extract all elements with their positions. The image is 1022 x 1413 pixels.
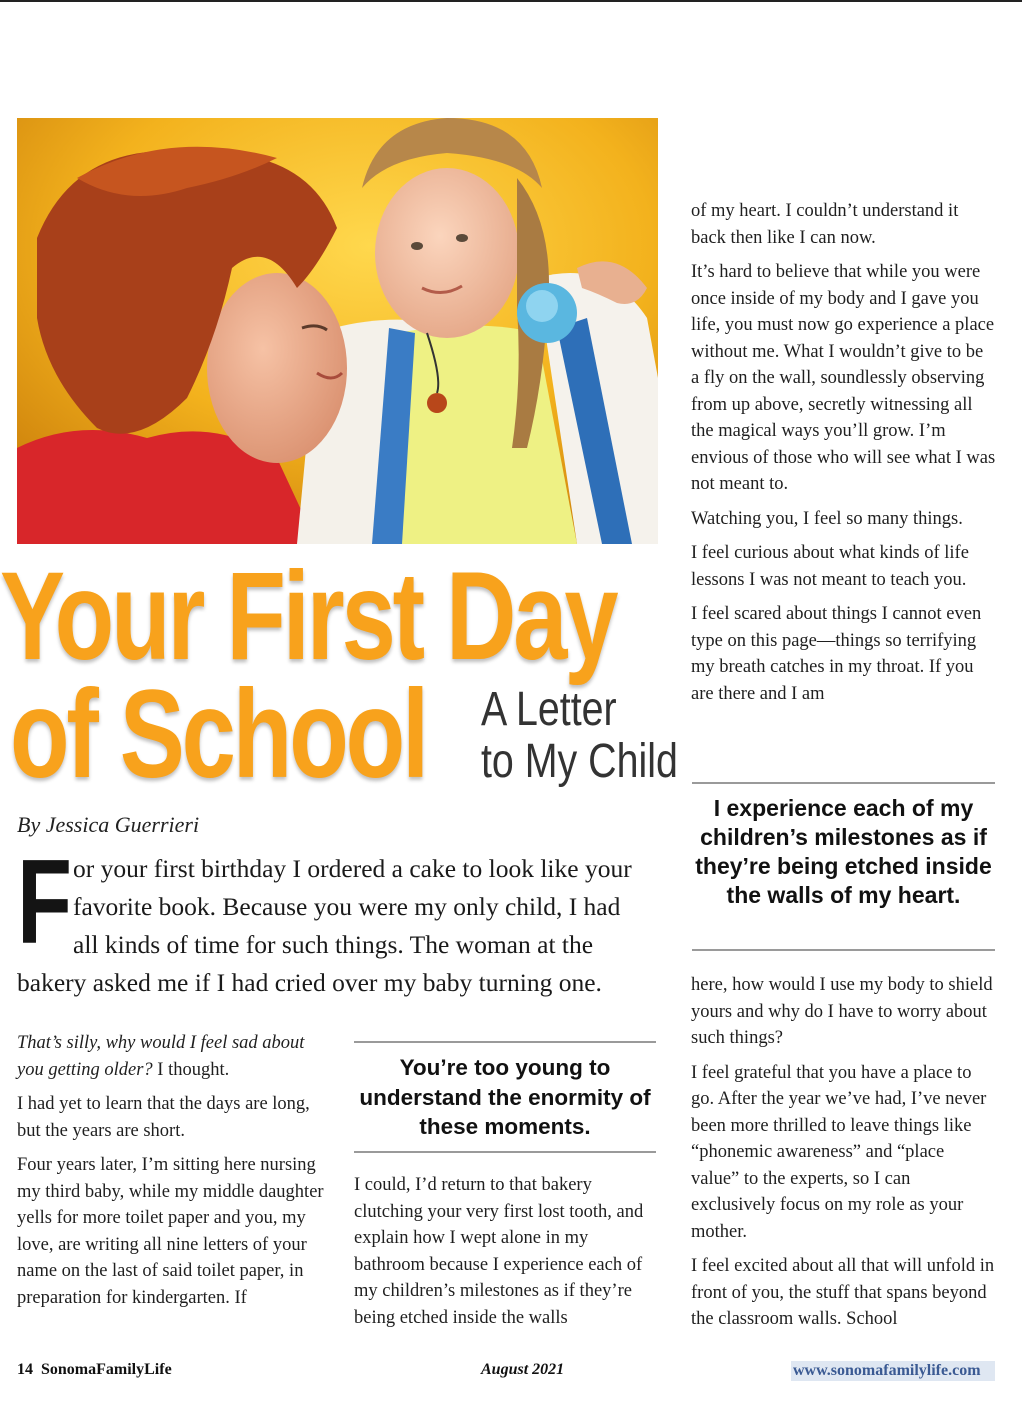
byline: By Jessica Guerrieri [17,812,200,837]
publication-name: SonomaFamilyLife [41,1361,172,1378]
lead-line: or your first birthday I ordered a cake to look like your [73,854,632,883]
lead-line: favorite book. Because you were my only child, I had [73,892,621,921]
paragraph: I feel excited about all that will unfold in front of you, the stuff that spans beyond the classroom walls. School [691,1256,995,1329]
lead-line: bakery asked me if I had cried over my baby turning one. [17,968,602,997]
paragraph [17,1030,327,1083]
paragraph-text: I thought. [152,1059,230,1080]
paragraph: I feel grateful that you have a place to go. After the year we’ve had, I’ve never been more thrilled to leave things like “phonemic awareness” and “place value” to the experts, so I can exclusively focus on my role as your mother. [691,1062,987,1242]
paragraph: of my heart. I couldn’t understand it back then like I can now. [691,201,959,248]
subtitle-line-1: A Letter [481,683,617,736]
column-1 [17,1030,327,1319]
subtitle [481,684,678,788]
article-photo [17,118,658,544]
paragraph: Watching you, I feel so many things. [691,508,963,529]
pull-quote-1: You’re too young to understand the enormity of these moments. [354,1041,656,1153]
subtitle-line-2: to My Child [481,735,678,788]
column-3-top [691,198,996,715]
column-2 [354,1172,659,1339]
headline-line-2: of School [10,665,427,804]
paragraph: Four years later, I’m sitting here nursing my third baby, while my middle daughter yells for more toilet paper and you, my love, are writing all nine letters of your name on the last of said toilet paper, in preparation for kindergarten. If [17,1155,324,1308]
paragraph: here, how would I use my body to shield yours and why do I have to worry about such things? [691,975,993,1048]
pull-quote-2: I experience each of my children’s milestones as if they’re being etched inside the walls of my heart. [692,782,995,951]
paragraph: I could, I’d return to that bakery clutching your very first lost tooth, and explain how I wept alone in my bathroom because I experience each of my children’s milestones as if they’re being etched inside the walls [354,1175,644,1328]
footer-left [17,1361,172,1379]
issue-date: August 2021 [481,1361,565,1378]
lead-line: all kinds of time for such things. The woman at the [73,930,594,959]
paragraph: I feel curious about what kinds of life lessons I was not meant to teach you. [691,543,969,590]
paragraph: I had yet to learn that the days are long, but the years are short. [17,1094,310,1141]
column-3-bottom [691,972,996,1341]
drop-cap: F [17,835,72,969]
italic-quote: That’s silly, why would I feel sad about you getting older? [17,1033,305,1080]
page-number: 14 [17,1361,33,1378]
paragraph: I feel scared about things I cannot even type on this page—things so terrifying my breath catches in my throat. If you are there and I am [691,604,982,704]
headline-line-1: Your First Day [0,547,616,686]
paragraph: It’s hard to believe that while you were once inside of my body and I gave you life, you must now go experience a place without me. What I wouldn’t give to be a fly on the wall, soundlessly observing from up above, secretly witnessing all the magical ways you’ll grow. I’m envious of those who will see what I was not meant to. [691,262,996,494]
top-rule [0,0,1022,2]
photo-illustration [17,118,658,544]
lead-paragraph [17,835,667,1002]
website-link[interactable]: www.sonomafamilylife.com [791,1361,995,1381]
